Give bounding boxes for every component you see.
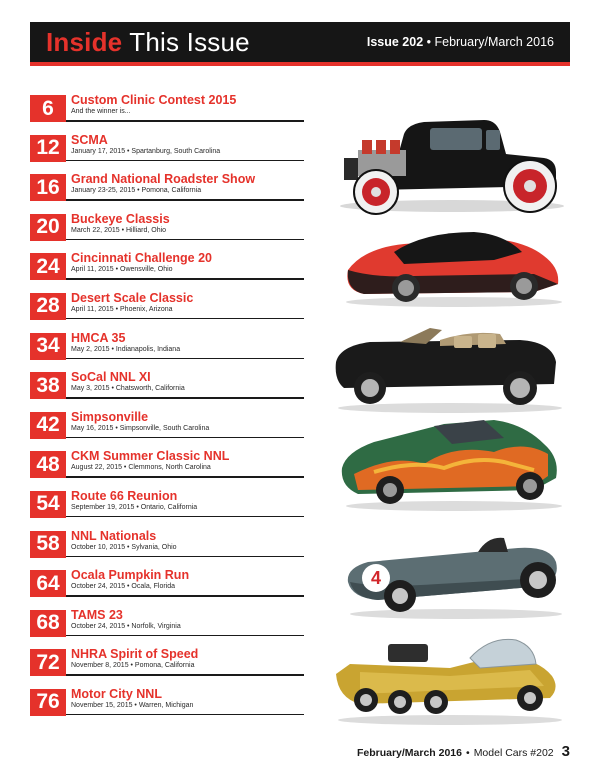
toc-entry-text [71, 489, 304, 513]
toc-entry-text [71, 251, 304, 275]
toc-entry-details: November 8, 2015 • Pomona, California [71, 662, 195, 670]
toc-entry-divider [66, 476, 304, 478]
toc-page-number: 76 [30, 689, 66, 716]
toc-page-number: 24 [30, 253, 66, 280]
toc-page-number: 38 [30, 372, 66, 399]
toc-entry-details: August 22, 2015 • Clemmons, North Carolina [71, 464, 211, 472]
toc-entry-text [71, 449, 304, 473]
toc-entry-title: CKM Summer Classic NNL [71, 449, 230, 464]
toc-entry-divider [66, 120, 304, 122]
toc-entry-details: October 10, 2015 • Sylvania, Ohio [71, 543, 177, 551]
toc-entry-title: Desert Scale Classic [71, 290, 194, 305]
toc-entry-divider [66, 674, 304, 676]
toc-entry-title: NHRA Spirit of Speed [71, 647, 199, 662]
toc-page-number: 6 [30, 95, 66, 122]
toc-entry [30, 172, 304, 212]
toc-entry [30, 93, 304, 133]
toc-entry-text [71, 529, 304, 553]
toc-entry-text [71, 291, 304, 315]
toc-entry-title: Route 66 Reunion [71, 488, 178, 503]
toc-page-number: 28 [30, 293, 66, 320]
toc-entry [30, 133, 304, 173]
page-footer [357, 743, 570, 760]
toc-entry [30, 529, 304, 569]
footer-date: February/March 2016 [356, 747, 462, 759]
toc-entry [30, 410, 304, 450]
toc-entry-title: Motor City NNL [71, 686, 162, 701]
toc-entry-text [71, 172, 304, 196]
title-accent: Inside [46, 26, 123, 57]
toc-entry [30, 291, 304, 331]
toc-entry-text [71, 608, 304, 632]
indy-roadster-photo [338, 522, 570, 622]
indy-car-number: 4 [370, 568, 382, 588]
toc-entry [30, 370, 304, 410]
toc-entry-divider [66, 318, 304, 320]
toc-entry-title: SCMA [71, 132, 108, 147]
footer-magazine: Model Cars #202 [473, 747, 554, 759]
issue-number: Issue 202 [366, 35, 424, 49]
toc-entry [30, 251, 304, 291]
gold-custom-photo [330, 628, 570, 728]
toc-page-number: 48 [30, 451, 66, 478]
toc-entry-divider [66, 437, 304, 439]
page-number: 3 [561, 743, 570, 760]
title-rest: This Issue [122, 26, 250, 57]
toc-entry-text [71, 331, 304, 355]
toc-entry-text [71, 410, 304, 434]
toc-entry-details: September 19, 2015 • Ontario, California [71, 503, 198, 511]
toc-page-number: 12 [30, 135, 66, 162]
toc-entry-divider [66, 556, 304, 558]
toc-entry-divider [66, 635, 304, 637]
toc-entry-text [71, 370, 304, 394]
flamed-car-photo [334, 414, 570, 514]
toc-entry [30, 568, 304, 608]
toc-page-number: 72 [30, 649, 66, 676]
toc-entry-details: November 15, 2015 • Warren, Michigan [71, 701, 194, 709]
toc-entry-details: January 23-25, 2015 • Pomona, California [71, 187, 202, 195]
toc-entry-text [71, 647, 304, 671]
toc-entry-details: And the winner is... [71, 108, 131, 115]
toc-page-number: 68 [30, 610, 66, 637]
toc-entry-divider [66, 160, 304, 162]
toc-entry-details: May 16, 2015 • Simpsonville, South Carolina [71, 424, 210, 432]
issue-header [30, 22, 570, 66]
toc-entry-title: Buckeye Classis [71, 211, 170, 226]
toc-entry-text [71, 687, 304, 711]
issue-date: February/March 2016 [434, 35, 554, 49]
toc-page-number: 58 [30, 531, 66, 558]
toc-entry-text [71, 568, 304, 592]
toc-entry-title: Grand National Roadster Show [71, 172, 256, 187]
toc-entry [30, 212, 304, 252]
toc-entry-title: HMCA 35 [71, 330, 126, 345]
toc-entry-details: March 22, 2015 • Hilliard, Ohio [71, 226, 167, 234]
toc-entry-details: April 11, 2015 • Owensville, Ohio [71, 266, 173, 274]
toc-entry-text [71, 133, 304, 157]
black-convertible-photo [330, 322, 570, 416]
toc-page-number: 42 [30, 412, 66, 439]
table-of-contents [30, 93, 304, 727]
toc-entry-text [71, 212, 304, 236]
toc-entry-divider [66, 595, 304, 597]
toc-entry-details: October 24, 2015 • Norfolk, Virginia [71, 622, 181, 630]
toc-entry-details: January 17, 2015 • Spartanburg, South Carolina [71, 147, 221, 155]
toc-entry-title: SoCal NNL XI [71, 370, 151, 385]
toc-entry-title: Custom Clinic Contest 2015 [71, 93, 237, 107]
toc-entry-divider [66, 199, 304, 201]
toc-entry-details: May 3, 2015 • Chatsworth, California [71, 385, 185, 393]
issue-info [367, 35, 554, 49]
toc-entry [30, 647, 304, 687]
toc-entry-title: NNL Nationals [71, 528, 157, 543]
toc-entry [30, 608, 304, 648]
toc-entry-divider [66, 278, 304, 280]
toc-entry-title: Simpsonville [71, 409, 149, 424]
toc-page-number: 34 [30, 333, 66, 360]
issue-separator: • [423, 35, 435, 49]
toc-entry-title: Ocala Pumpkin Run [71, 568, 190, 583]
toc-entry [30, 489, 304, 529]
toc-entry-divider [66, 397, 304, 399]
toc-entry-divider [66, 516, 304, 518]
toc-entry-divider [66, 358, 304, 360]
toc-page-number: 54 [30, 491, 66, 518]
toc-entry [30, 449, 304, 489]
red-custom-photo [334, 222, 570, 310]
toc-page-number: 20 [30, 214, 66, 241]
toc-entry-details: October 24, 2015 • Ocala, Florida [71, 583, 176, 591]
toc-entry-title: TAMS 23 [71, 607, 123, 622]
toc-entry-details: May 2, 2015 • Indianapolis, Indiana [71, 345, 181, 353]
footer-separator: • [466, 747, 470, 759]
toc-page-number: 16 [30, 174, 66, 201]
toc-entry [30, 687, 304, 727]
toc-entry-text [71, 93, 304, 117]
toc-entry-details: April 11, 2015 • Phoenix, Arizona [71, 305, 173, 313]
toc-page-number: 64 [30, 570, 66, 597]
toc-entry-title: Cincinnati Challenge 20 [71, 251, 213, 266]
page-title [46, 27, 250, 58]
toc-entry [30, 331, 304, 371]
toc-entry-divider [66, 239, 304, 241]
hot-rod-coupe-photo [334, 106, 570, 216]
toc-entry-divider [66, 714, 304, 716]
